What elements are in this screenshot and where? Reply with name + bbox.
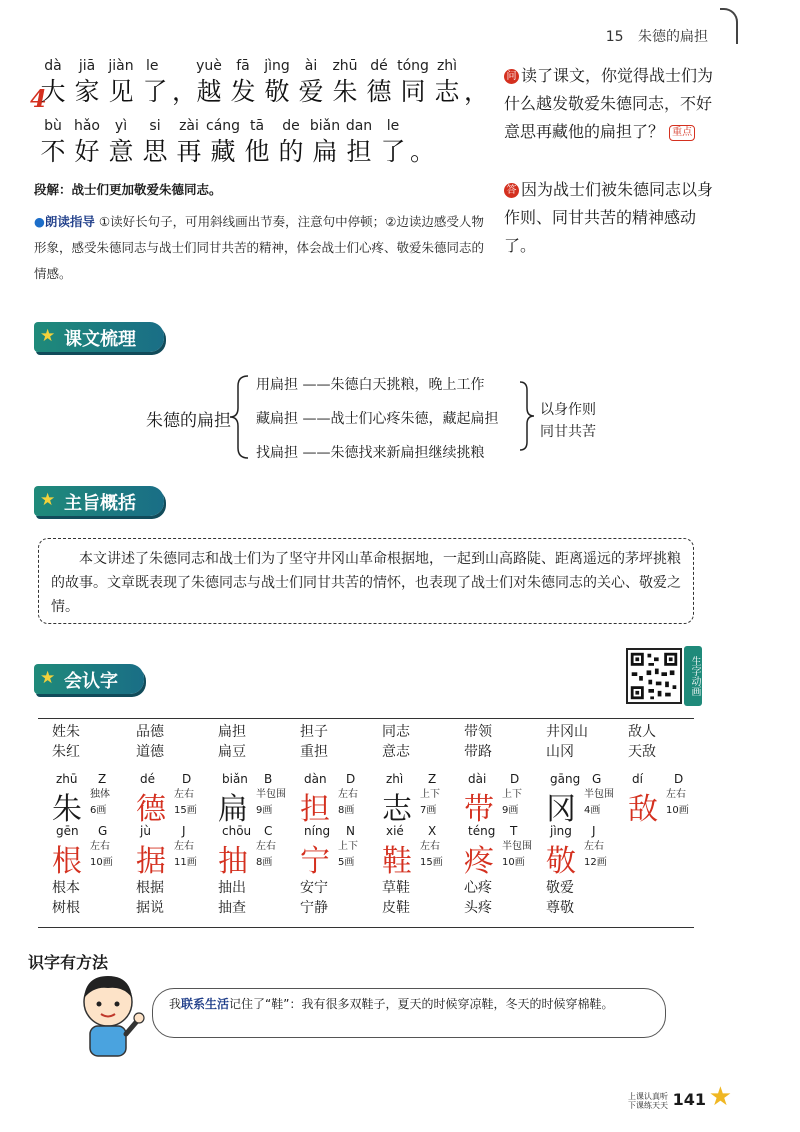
char-index-letter: C — [264, 824, 273, 838]
answer-text: 因为战士们被朱德同志以身作则、同甘共苦的精神感动了。 — [504, 180, 714, 255]
word-pair — [546, 722, 616, 762]
char-structure: 半包围 — [502, 841, 532, 852]
pinyin-syllable: le — [146, 58, 159, 74]
star-icon: ★ — [40, 326, 56, 346]
side-question — [504, 62, 714, 146]
word-pair — [628, 722, 698, 762]
word: 据说 — [136, 900, 164, 916]
word: 带路 — [464, 744, 492, 760]
outline-branch-2: 藏扁担 ——战士们心疼朱德，藏起扁担 — [256, 411, 499, 427]
pinyin-syllable: dé — [370, 58, 388, 74]
char-index-letter: J — [592, 824, 596, 838]
hanzi-char: 大 — [40, 77, 66, 106]
pinyin-syllable: yì — [114, 118, 128, 134]
char-character: 敌 — [628, 792, 658, 827]
char-stroke-count: 10画 — [666, 805, 689, 816]
word: 担子 — [300, 724, 328, 740]
char-structure: 上下 — [420, 789, 440, 800]
char-structure: 半包围 — [256, 789, 286, 800]
char-structure: 左右 — [338, 789, 358, 800]
char-index-letter: D — [510, 772, 520, 786]
char-character: 根 — [52, 844, 82, 879]
word: 扁豆 — [218, 744, 246, 760]
char-pinyin: biǎn — [222, 772, 248, 786]
char-index-letter: X — [428, 824, 437, 838]
char-pinyin: jìng — [550, 824, 572, 838]
slogan-line-1: 上课认真听 — [628, 1092, 668, 1101]
pinyin-syllable: fā — [236, 58, 250, 74]
bubble-bold: 联系生活 — [181, 997, 230, 1011]
char-stroke-count: 15画 — [174, 805, 197, 816]
word: 意志 — [382, 744, 410, 760]
char-pinyin: zhū — [56, 772, 78, 786]
word: 朱红 — [52, 744, 80, 760]
section-header-theme — [34, 486, 164, 516]
hanzi-char: 思 — [142, 137, 168, 166]
word: 敬爱 — [546, 880, 574, 896]
hanzi-char: 好 — [74, 137, 100, 166]
section-header-recognize — [34, 664, 144, 694]
right-brace-icon — [518, 380, 536, 452]
hanzi-char: 他 — [244, 137, 270, 166]
hanzi-char: 担 — [346, 137, 372, 166]
char-index-letter: G — [98, 824, 108, 838]
word: 根据 — [136, 880, 164, 896]
hanzi-char: ， — [464, 77, 490, 106]
word: 头疼 — [464, 900, 492, 916]
character-card[interactable] — [300, 824, 382, 879]
char-character: 鞋 — [382, 844, 412, 879]
word: 扁担 — [218, 724, 246, 740]
char-character: 扁 — [218, 792, 248, 827]
char-stroke-count: 10画 — [502, 857, 525, 868]
char-stroke-count: 15画 — [420, 857, 443, 868]
reading-guide — [34, 209, 486, 287]
page-number: 141 — [672, 1090, 706, 1109]
pinyin-syllable: tóng — [397, 58, 429, 74]
pinyin-syllable: jiàn — [108, 58, 134, 74]
hanzi-char: 志 — [434, 77, 460, 106]
section-title: 课文梳理 — [64, 329, 136, 350]
hanzi-char: 了 — [380, 137, 406, 166]
hanzi-char: 见 — [108, 77, 134, 106]
char-index-letter: Z — [98, 772, 107, 786]
pinyin-syllable: dà — [44, 58, 62, 74]
lesson-number: 15 — [605, 29, 624, 45]
word-pair — [300, 722, 370, 762]
word: 同志 — [382, 724, 410, 740]
conclusion-line-2: 同甘共苦 — [540, 424, 596, 440]
char-structure: 左右 — [256, 841, 276, 852]
star-icon: ★ — [40, 668, 56, 688]
star-icon: ★ — [40, 490, 56, 510]
word: 重担 — [300, 744, 328, 760]
hanzi-char: 同 — [400, 77, 426, 106]
char-structure: 左右 — [420, 841, 440, 852]
char-pinyin: zhì — [386, 772, 404, 786]
char-character: 志 — [382, 792, 412, 827]
char-pinyin: dài — [468, 772, 487, 786]
pinyin-syllable: hǎo — [73, 118, 101, 134]
char-pinyin: gāng — [550, 772, 581, 786]
char-stroke-count: 5画 — [338, 857, 355, 868]
pinyin-syllable: jiā — [78, 58, 96, 74]
left-brace-icon — [228, 374, 250, 460]
bubble-prefix: 我 — [169, 997, 182, 1011]
char-index-letter: Z — [428, 772, 437, 786]
char-pinyin: níng — [304, 824, 331, 838]
hanzi-char: 了 — [142, 77, 168, 106]
char-character: 带 — [464, 792, 494, 827]
char-character: 敬 — [546, 844, 576, 879]
char-character: 朱 — [52, 792, 82, 827]
char-pinyin: dàn — [304, 772, 327, 786]
char-index-letter: G — [592, 772, 602, 786]
hanzi-char: 家 — [74, 77, 100, 106]
side-answer — [504, 176, 714, 260]
character-card[interactable] — [136, 824, 218, 879]
character-card[interactable] — [218, 772, 300, 827]
word: 安宁 — [300, 880, 328, 896]
section-title: 主旨概括 — [64, 493, 136, 514]
page-header — [606, 26, 708, 46]
character-card[interactable] — [546, 824, 628, 879]
character-card[interactable] — [52, 772, 134, 827]
char-character: 抽 — [218, 844, 248, 879]
char-stroke-count: 9画 — [256, 805, 273, 816]
word: 姓朱 — [52, 724, 80, 740]
word-pair — [300, 878, 370, 918]
outline-conclusion — [540, 399, 596, 443]
paragraph-explanation: 段解：战士们更加敬爱朱德同志。 — [34, 182, 222, 197]
bubble-text: 记住了“鞋”：我有很多双鞋子，夏天的时候穿凉鞋，冬天的时候穿棉鞋。 — [229, 997, 614, 1011]
word: 尊敬 — [546, 900, 574, 916]
section-header-outline — [34, 322, 164, 352]
hanzi-char: 的 — [278, 137, 304, 166]
word: 山冈 — [546, 744, 574, 760]
hanzi-line-1 — [36, 72, 490, 108]
hanzi-char: 扁 — [312, 137, 338, 166]
char-structure: 左右 — [90, 841, 110, 852]
outline-branch-1: 用扁担 ——朱德白天挑粮，晚上工作 — [256, 377, 485, 393]
character-card[interactable] — [464, 772, 546, 827]
section-title: 会认字 — [64, 671, 118, 692]
pinyin-syllable: zhū — [332, 58, 358, 74]
hanzi-char: 不 — [40, 137, 66, 166]
word: 敌人 — [628, 724, 656, 740]
word: 抽出 — [218, 880, 246, 896]
question-badge-icon: 问 — [504, 69, 519, 84]
char-structure: 独体 — [90, 789, 110, 800]
char-pinyin: jù — [140, 824, 151, 838]
hanzi-char: 再 — [176, 137, 202, 166]
word: 心疼 — [464, 880, 492, 896]
character-card[interactable] — [628, 772, 710, 827]
pinyin-syllable: biǎn — [309, 118, 341, 134]
pinyin-syllable: tā — [249, 118, 265, 134]
hanzi-char: 。 — [410, 137, 436, 166]
hanzi-char: 爱 — [298, 77, 324, 106]
char-character: 担 — [300, 792, 330, 827]
char-stroke-count: 10画 — [90, 857, 113, 868]
char-stroke-count: 11画 — [174, 857, 197, 868]
hanzi-char: 发 — [230, 77, 256, 106]
char-character: 疼 — [464, 844, 494, 879]
character-card[interactable] — [52, 824, 134, 879]
qr-label: 生字动画 — [684, 646, 702, 706]
char-stroke-count: 6画 — [90, 805, 107, 816]
hanzi-char: ， — [172, 77, 198, 106]
character-card[interactable] — [382, 772, 464, 827]
char-structure: 左右 — [174, 789, 194, 800]
char-index-letter: T — [510, 824, 518, 838]
word: 道德 — [136, 744, 164, 760]
pinyin-syllable: yuè — [196, 58, 222, 74]
lesson-title: 朱德的扁担 — [638, 29, 708, 45]
char-structure: 左右 — [174, 841, 194, 852]
paragraph-number: 4 — [30, 84, 47, 113]
char-stroke-count: 8画 — [256, 857, 273, 868]
hanzi-char: 越 — [196, 77, 222, 106]
reading-guide-text: ①读好长句子，可用斜线画出节奏，注意句中停顿；②边读边感受人物形象，感受朱德同志与战士们同甘共苦的精神，体会战士们心疼、敬爱朱德同志的情感。 — [34, 214, 485, 281]
char-stroke-count: 4画 — [584, 805, 601, 816]
hanzi-char: 朱 — [332, 77, 358, 106]
word-pair — [464, 722, 534, 762]
char-pinyin: chōu — [222, 824, 252, 838]
word: 宁静 — [300, 900, 328, 916]
pinyin-syllable: si — [149, 118, 161, 134]
theme-summary: 本文讲述了朱德同志和战士们为了坚守井冈山革命根据地，一起到山高路陡、距离遥远的茅坪挑粮的故事。文章既表现了朱德同志与战士们同甘共苦的情怀，也表现了战士们对朱德同志的关心、敬爱之情。 — [38, 538, 694, 624]
qr-code-icon[interactable] — [626, 648, 682, 704]
char-character: 据 — [136, 844, 166, 879]
char-index-letter: B — [264, 772, 273, 786]
word-pair — [52, 878, 122, 918]
character-card[interactable] — [464, 824, 546, 879]
pinyin-syllable: jìng — [264, 58, 290, 74]
character-card[interactable] — [382, 824, 464, 879]
character-card[interactable] — [300, 772, 382, 827]
char-stroke-count: 12画 — [584, 857, 607, 868]
char-index-letter: N — [346, 824, 355, 838]
answer-badge-icon: 答 — [504, 183, 519, 198]
char-index-letter: D — [674, 772, 684, 786]
word: 天敌 — [628, 744, 656, 760]
char-pinyin: téng — [468, 824, 496, 838]
star-icon: ★ — [708, 1082, 732, 1112]
char-pinyin: dé — [140, 772, 155, 786]
outline-root: 朱德的扁担 — [146, 411, 231, 431]
word: 树根 — [52, 900, 80, 916]
hanzi-char: 意 — [108, 137, 134, 166]
word-pair — [546, 878, 616, 918]
outline-branch-3: 找扁担 ——朱德找来新扁担继续挑粮 — [256, 445, 485, 461]
char-character: 宁 — [300, 844, 330, 879]
hanzi-char: 敬 — [264, 77, 290, 106]
footer-slogan — [628, 1092, 668, 1110]
word-pair — [52, 722, 122, 762]
hanzi-char: 德 — [366, 77, 392, 106]
word: 根本 — [52, 880, 80, 896]
char-index-letter: D — [182, 772, 192, 786]
pinyin-syllable: cáng — [206, 118, 241, 134]
hanzi-char: 藏 — [210, 137, 236, 166]
character-card[interactable] — [218, 824, 300, 879]
word: 草鞋 — [382, 880, 410, 896]
word-pair — [136, 722, 206, 762]
pinyin-syllable: ài — [304, 58, 318, 74]
method-speech-bubble — [152, 988, 666, 1038]
key-point-tag: 重点 — [669, 125, 695, 141]
pinyin-syllable: de — [282, 118, 300, 134]
char-structure: 上下 — [502, 789, 522, 800]
word-pair — [218, 878, 288, 918]
pinyin-syllable: dan — [345, 118, 373, 134]
reading-guide-icon: ● — [34, 214, 45, 229]
word: 带领 — [464, 724, 492, 740]
hanzi-line-2 — [36, 132, 436, 168]
word: 井冈山 — [546, 724, 588, 740]
character-card[interactable] — [546, 772, 628, 827]
character-card[interactable] — [136, 772, 218, 827]
boy-avatar-icon — [68, 968, 148, 1060]
char-structure: 左右 — [666, 789, 686, 800]
char-index-letter: J — [182, 824, 186, 838]
char-index-letter: D — [346, 772, 356, 786]
page-corner-decoration — [720, 8, 738, 44]
char-character: 德 — [136, 792, 166, 827]
char-structure: 上下 — [338, 841, 358, 852]
pinyin-syllable: zhì — [436, 58, 458, 74]
word: 抽查 — [218, 900, 246, 916]
word-pair — [136, 878, 206, 918]
char-stroke-count: 9画 — [502, 805, 519, 816]
reading-guide-title: 朗读指导 — [44, 214, 95, 229]
char-pinyin: dí — [632, 772, 643, 786]
word-pair — [382, 722, 452, 762]
char-pinyin: gēn — [56, 824, 79, 838]
pinyin-syllable: bù — [44, 118, 62, 134]
word: 品德 — [136, 724, 164, 740]
method-title: 识字有方法 — [28, 953, 109, 972]
char-character: 冈 — [546, 792, 576, 827]
slogan-line-2: 下课练天天 — [628, 1101, 668, 1110]
word-pair — [218, 722, 288, 762]
char-pinyin: xié — [386, 824, 404, 838]
word: 皮鞋 — [382, 900, 410, 916]
conclusion-line-1: 以身作则 — [540, 402, 596, 418]
char-stroke-count: 8画 — [338, 805, 355, 816]
question-text: 读了课文，你觉得战士们为什么越发敬爱朱德同志，不好意思再藏他的扁担了？ — [504, 66, 714, 141]
char-structure: 半包围 — [584, 789, 614, 800]
char-structure: 左右 — [584, 841, 604, 852]
pinyin-syllable: le — [386, 118, 400, 134]
word-pair — [382, 878, 452, 918]
word-pair — [464, 878, 534, 918]
pinyin-syllable: zài — [179, 118, 199, 134]
char-stroke-count: 7画 — [420, 805, 437, 816]
